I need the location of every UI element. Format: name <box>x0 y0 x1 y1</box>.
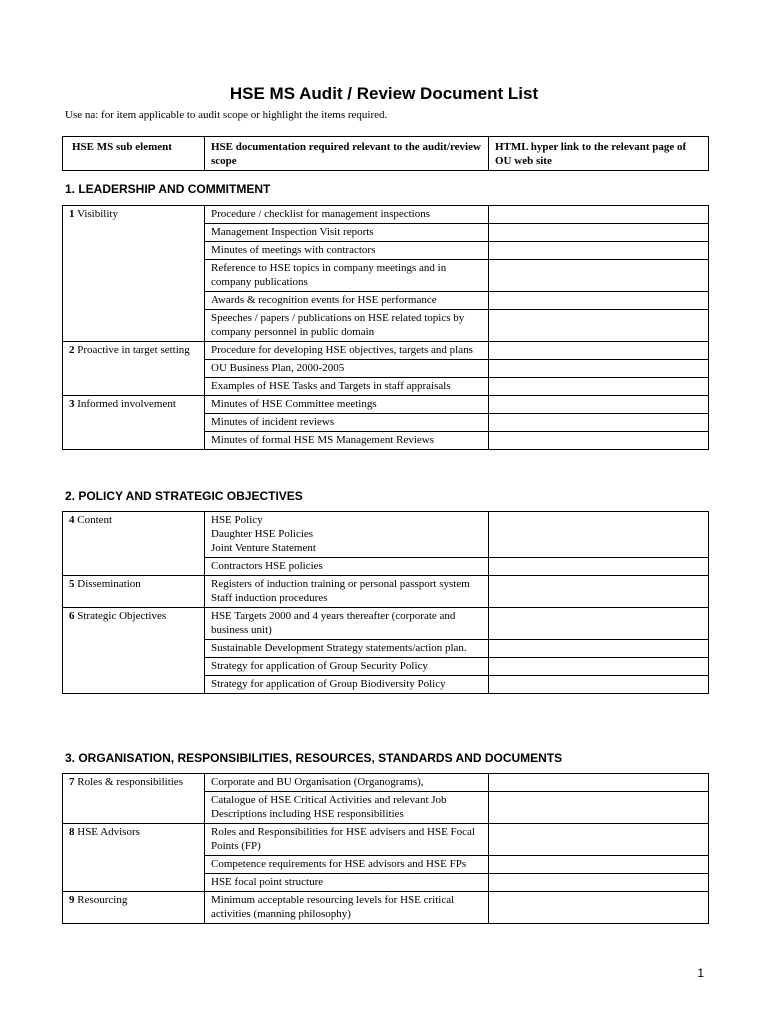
documentation-cell: Strategy for application of Group Biodiversity Policy <box>205 676 489 694</box>
hyperlink-cell[interactable] <box>489 224 709 242</box>
section-heading-2: 2. POLICY AND STRATEGIC OBJECTIVES <box>65 489 303 503</box>
documentation-cell: Minutes of formal HSE MS Management Reviews <box>205 432 489 450</box>
documentation-cell: Reference to HSE topics in company meetings and in company publications <box>205 260 489 292</box>
documentation-cell: Registers of induction training or personal passport system Staff induction procedures <box>205 576 489 608</box>
documentation-cell: Corporate and BU Organisation (Organograms), <box>205 774 489 792</box>
hyperlink-cell[interactable] <box>489 856 709 874</box>
hyperlink-cell[interactable] <box>489 360 709 378</box>
header-hyperlink: HTML hyper link to the relevant page of OU web site <box>489 137 709 171</box>
documentation-cell: Management Inspection Visit reports <box>205 224 489 242</box>
hyperlink-cell[interactable] <box>489 892 709 924</box>
table-row <box>63 576 709 608</box>
hyperlink-cell[interactable] <box>489 260 709 292</box>
section-table-2 <box>62 511 709 694</box>
sub-element-name: Content <box>77 514 113 526</box>
table-row <box>63 512 709 558</box>
documentation-cell: Competence requirements for HSE advisors and HSE FPs <box>205 856 489 874</box>
section-table-3 <box>62 773 709 924</box>
table-row <box>63 206 709 224</box>
hyperlink-cell[interactable] <box>489 342 709 360</box>
hyperlink-cell[interactable] <box>489 512 709 558</box>
documentation-cell: Minimum acceptable resourcing levels for HSE critical activities (manning philosophy) <box>205 892 489 924</box>
section-heading-1: 1. LEADERSHIP AND COMMITMENT <box>65 182 271 196</box>
hyperlink-cell[interactable] <box>489 558 709 576</box>
table-row <box>63 824 709 856</box>
sub-element-name: Dissemination <box>77 578 141 590</box>
section-heading-3: 3. ORGANISATION, RESPONSIBILITIES, RESOURCES, STANDARDS AND DOCUMENTS <box>65 751 563 765</box>
header-sub-element: HSE MS sub element <box>63 137 205 171</box>
sub-element-cell <box>63 774 205 824</box>
hyperlink-cell[interactable] <box>489 792 709 824</box>
documentation-cell: Strategy for application of Group Security Policy <box>205 658 489 676</box>
documentation-cell: Catalogue of HSE Critical Activities and relevant Job Descriptions including HSE responsibilities <box>205 792 489 824</box>
sub-element-name: Roles & responsibilities <box>77 776 183 788</box>
sub-element-cell <box>63 206 205 342</box>
documentation-cell: OU Business Plan, 2000-2005 <box>205 360 489 378</box>
sub-element-cell <box>63 608 205 694</box>
sub-element-name: HSE Advisors <box>77 826 140 838</box>
documentation-cell: Procedure for developing HSE objectives, targets and plans <box>205 342 489 360</box>
hyperlink-cell[interactable] <box>489 378 709 396</box>
sub-element-cell <box>63 576 205 608</box>
documentation-cell: Sustainable Development Strategy statements/action plan. <box>205 640 489 658</box>
table-row <box>63 608 709 640</box>
hyperlink-cell[interactable] <box>489 414 709 432</box>
sub-element-cell <box>63 396 205 450</box>
hyperlink-cell[interactable] <box>489 242 709 260</box>
hyperlink-cell[interactable] <box>489 206 709 224</box>
sub-element-name: Strategic Objectives <box>77 610 167 622</box>
sub-element-number: 5 <box>69 578 75 590</box>
sub-element-number: 6 <box>69 610 75 622</box>
document-title: HSE MS Audit / Review Document List <box>229 84 539 103</box>
documentation-cell: Awards & recognition events for HSE performance <box>205 292 489 310</box>
documentation-cell: Examples of HSE Tasks and Targets in staff appraisals <box>205 378 489 396</box>
sub-element-name: Visibility <box>77 208 118 220</box>
sub-element-number: 4 <box>69 514 75 526</box>
documentation-cell: HSE focal point structure <box>205 874 489 892</box>
hyperlink-cell[interactable] <box>489 658 709 676</box>
hyperlink-cell[interactable] <box>489 432 709 450</box>
sub-element-number: 2 <box>69 344 75 356</box>
sub-element-number: 7 <box>69 776 75 788</box>
hyperlink-cell[interactable] <box>489 292 709 310</box>
table-row <box>63 892 709 924</box>
sub-element-number: 1 <box>69 208 75 220</box>
hyperlink-cell[interactable] <box>489 676 709 694</box>
hyperlink-cell[interactable] <box>489 774 709 792</box>
hyperlink-cell[interactable] <box>489 824 709 856</box>
sub-element-number: 9 <box>69 894 75 906</box>
table-row <box>63 774 709 792</box>
hyperlink-cell[interactable] <box>489 874 709 892</box>
documentation-cell: HSE Policy Daughter HSE Policies Joint Venture Statement <box>205 512 489 558</box>
header-documentation: HSE documentation required relevant to the audit/review scope <box>205 137 489 171</box>
hyperlink-cell[interactable] <box>489 396 709 414</box>
documentation-cell: Minutes of meetings with contractors <box>205 242 489 260</box>
documentation-cell: Minutes of incident reviews <box>205 414 489 432</box>
documentation-cell: Minutes of HSE Committee meetings <box>205 396 489 414</box>
documentation-cell: Roles and Responsibilities for HSE advisers and HSE Focal Points (FP) <box>205 824 489 856</box>
hyperlink-cell[interactable] <box>489 576 709 608</box>
sub-element-name: Proactive in target setting <box>77 344 190 356</box>
sub-element-name: Resourcing <box>77 894 128 906</box>
sub-element-number: 8 <box>69 826 75 838</box>
table-row <box>63 396 709 414</box>
sub-element-name: Informed involvement <box>77 398 176 410</box>
sub-element-cell <box>63 512 205 576</box>
documentation-cell: Contractors HSE policies <box>205 558 489 576</box>
sub-element-number: 3 <box>69 398 75 410</box>
documentation-cell: Procedure / checklist for management inspections <box>205 206 489 224</box>
column-header-table <box>62 136 709 171</box>
page-number: 1 <box>697 966 704 980</box>
sub-element-cell <box>63 892 205 924</box>
sub-element-cell <box>63 824 205 892</box>
documentation-cell: HSE Targets 2000 and 4 years thereafter (corporate and business unit) <box>205 608 489 640</box>
documentation-cell: Speeches / papers / publications on HSE related topics by company personnel in public domain <box>205 310 489 342</box>
usage-note: Use na: for item applicable to audit scope or highlight the items required. <box>65 109 388 121</box>
table-row <box>63 342 709 360</box>
sub-element-cell <box>63 342 205 396</box>
section-table-1 <box>62 205 709 450</box>
hyperlink-cell[interactable] <box>489 310 709 342</box>
hyperlink-cell[interactable] <box>489 640 709 658</box>
hyperlink-cell[interactable] <box>489 608 709 640</box>
